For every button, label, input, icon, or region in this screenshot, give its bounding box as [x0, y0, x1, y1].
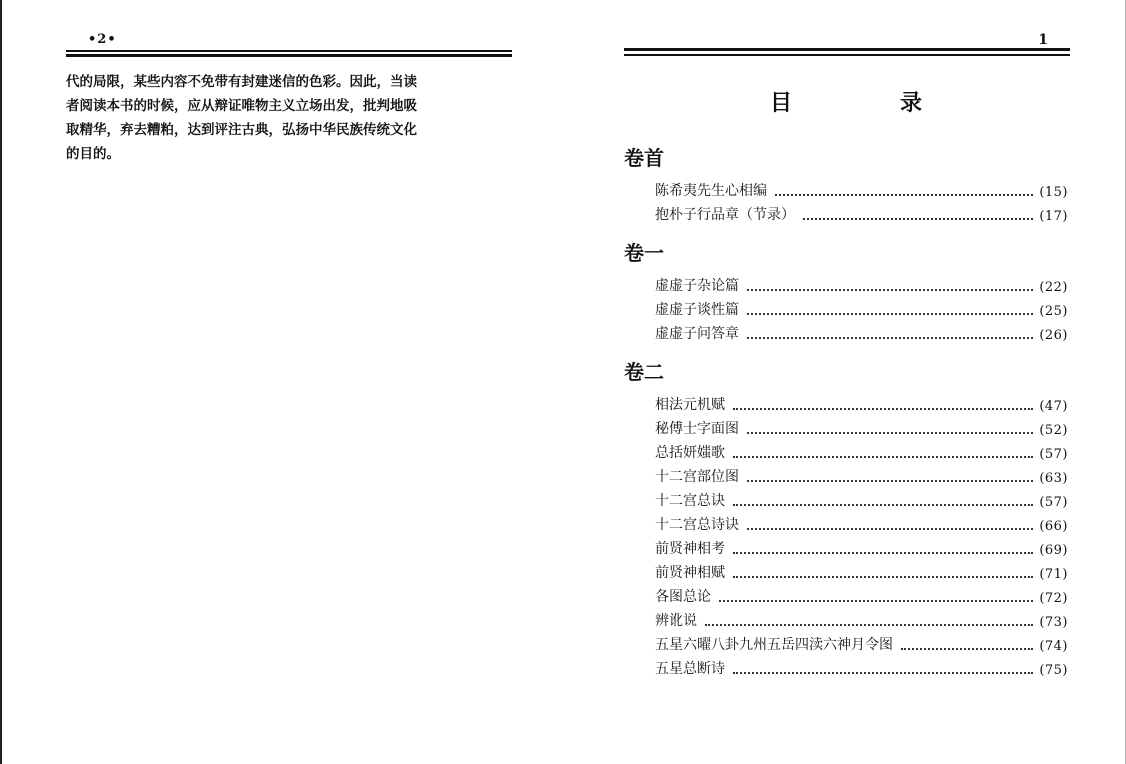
- toc-entry[interactable]: [655, 299, 1068, 319]
- dot-leader: [747, 527, 1033, 530]
- toc-entry[interactable]: [655, 538, 1068, 558]
- toc-entry-page: (72): [1039, 591, 1068, 606]
- toc-entry[interactable]: [655, 442, 1068, 462]
- toc-entry[interactable]: [655, 610, 1068, 630]
- toc-entry-page: (17): [1039, 209, 1068, 224]
- toc-entry-title: 虚虚子问答章: [655, 326, 739, 342]
- toc-entry-page: (25): [1039, 304, 1068, 319]
- toc-entry-title: 虚虚子谈性篇: [655, 302, 739, 318]
- toc-entry-title: 前贤神相考: [655, 541, 725, 557]
- toc-title-char: 目: [770, 90, 793, 116]
- toc-entry-page: (63): [1039, 471, 1068, 486]
- header-rule-thick: [66, 54, 512, 57]
- toc-entry-page: (75): [1039, 663, 1068, 678]
- dot-leader: [775, 193, 1033, 196]
- dot-leader: [747, 431, 1033, 434]
- toc-entry[interactable]: [655, 180, 1068, 200]
- toc-entry[interactable]: [655, 586, 1068, 606]
- toc-entry-title: 相法元机赋: [655, 397, 725, 413]
- right-page: [624, 24, 1070, 744]
- toc-entry-page: (71): [1039, 567, 1068, 582]
- body-paragraph: [66, 70, 512, 166]
- toc-entry-page: (57): [1039, 447, 1068, 462]
- toc-entry[interactable]: [655, 418, 1068, 438]
- dot-leader: [747, 288, 1033, 291]
- dot-leader: [733, 407, 1033, 410]
- toc-entry[interactable]: [655, 490, 1068, 510]
- page-number-right: 1: [1038, 32, 1048, 48]
- section-heading: 卷一: [624, 241, 664, 265]
- dot-leader: [747, 479, 1033, 482]
- toc-entry[interactable]: [655, 514, 1068, 534]
- dot-leader: [747, 336, 1033, 339]
- toc-entry[interactable]: [655, 275, 1068, 295]
- toc-entry-page: (47): [1039, 399, 1068, 414]
- header-rule-thick: [624, 48, 1070, 51]
- dot-leader: [747, 312, 1033, 315]
- toc-entry-title: 五星总断诗: [655, 661, 725, 677]
- toc-entry[interactable]: [655, 466, 1068, 486]
- toc-entry[interactable]: [655, 204, 1068, 224]
- toc-entry-title: 总括妍媸歌: [655, 445, 725, 461]
- toc-entry[interactable]: [655, 323, 1068, 343]
- section-heading: 卷二: [624, 360, 664, 384]
- dot-leader: [719, 599, 1033, 602]
- toc-entry-page: (52): [1039, 423, 1068, 438]
- toc-entry-page: (26): [1039, 328, 1068, 343]
- body-line: 取精华，弃去糟粕，达到评注古典，弘扬中华民族传统文化: [66, 122, 417, 138]
- toc-entry-page: (73): [1039, 615, 1068, 630]
- toc-entry[interactable]: [655, 658, 1068, 678]
- toc-entry-title: 十二宫部位图: [655, 469, 739, 485]
- toc-entry-page: (69): [1039, 543, 1068, 558]
- toc-entry-title: 辨讹说: [655, 613, 697, 629]
- toc-entry-title: 十二宫总诗诀: [655, 517, 739, 533]
- body-line: 代的局限，某些内容不免带有封建迷信的色彩。因此，当读: [66, 74, 417, 90]
- toc-entry-title: 抱朴子行品章（节录）: [655, 207, 795, 223]
- dot-leader: [733, 551, 1033, 554]
- body-line: 的目的。: [66, 146, 120, 162]
- dot-leader: [705, 623, 1033, 626]
- toc-entry-page: (74): [1039, 639, 1068, 654]
- toc-entry-page: (15): [1039, 185, 1068, 200]
- toc-entry-title: 虚虚子杂论篇: [655, 278, 739, 294]
- header-rule-thin: [66, 50, 512, 52]
- toc-entry-title: 秘傅士字面图: [655, 421, 739, 437]
- page-number-left: •2•: [88, 32, 117, 47]
- toc-entry-title: 前贤神相赋: [655, 565, 725, 581]
- toc-title-char: 录: [900, 90, 923, 116]
- section-heading: 卷首: [624, 146, 664, 170]
- toc-entry-title: 五星六曜八卦九州五岳四渎六神月令图: [655, 637, 893, 653]
- dot-leader: [733, 575, 1033, 578]
- dot-leader: [803, 217, 1033, 220]
- toc-entry-title: 十二宫总诀: [655, 493, 725, 509]
- toc-entry-page: (66): [1039, 519, 1068, 534]
- header-rule-thin: [624, 54, 1070, 56]
- page-edge-left: [0, 0, 2, 764]
- dot-leader: [733, 671, 1033, 674]
- toc-entry[interactable]: [655, 634, 1068, 654]
- dot-leader: [733, 455, 1033, 458]
- toc-title: [624, 86, 1070, 116]
- toc-entry[interactable]: [655, 562, 1068, 582]
- toc-entry[interactable]: [655, 394, 1068, 414]
- dot-leader: [733, 503, 1033, 506]
- toc-entry-page: (57): [1039, 495, 1068, 510]
- toc-entry-title: 各图总论: [655, 589, 711, 605]
- dot-leader: [901, 647, 1033, 650]
- left-page: [66, 24, 512, 744]
- toc-entry-title: 陈希夷先生心相编: [655, 183, 767, 199]
- body-line: 者阅读本书的时候，应从辩证唯物主义立场出发，批判地吸: [66, 98, 417, 114]
- toc-entry-page: (22): [1039, 280, 1068, 295]
